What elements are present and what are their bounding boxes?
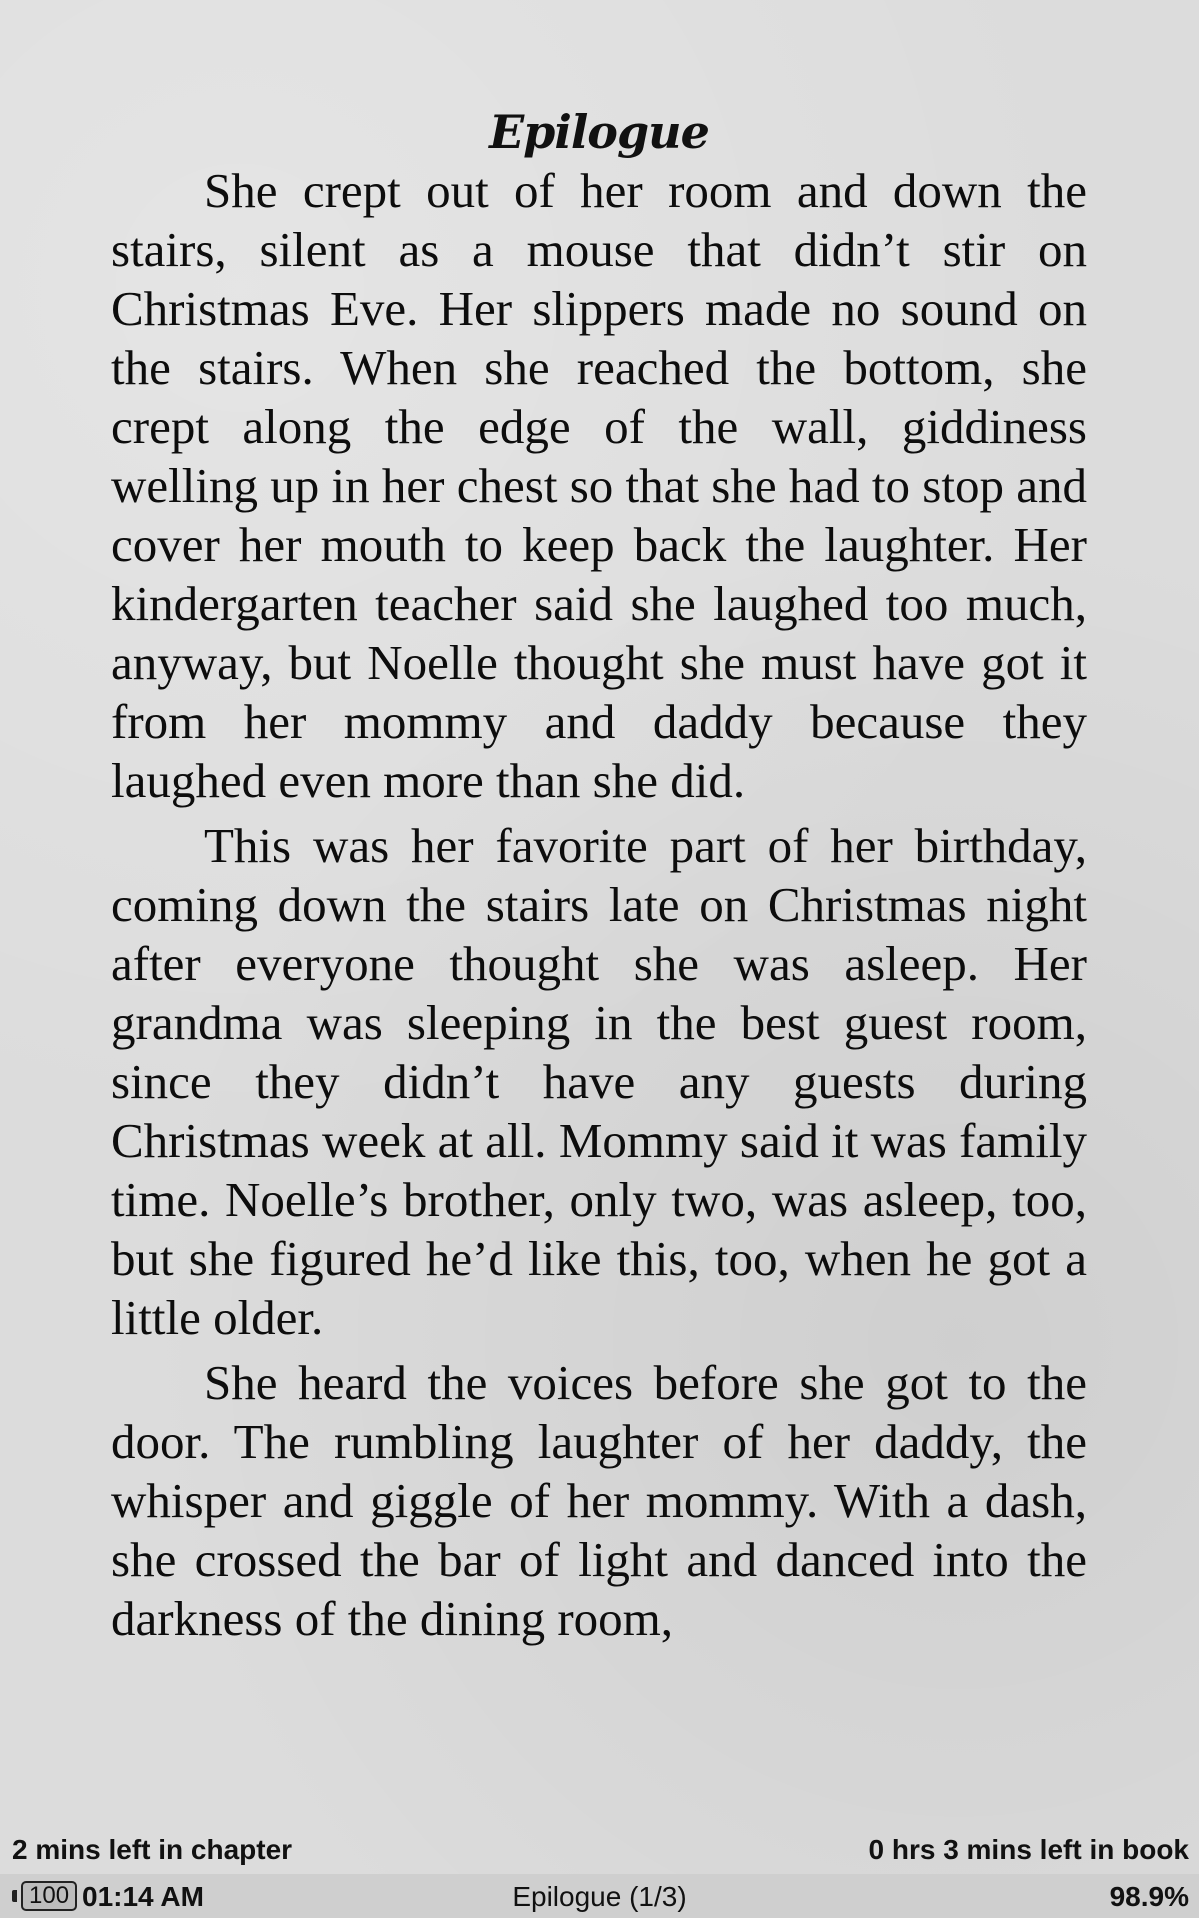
chapter-title: Epilogue	[489, 105, 709, 159]
chapter-progress[interactable]: Epilogue (1/3)	[512, 1881, 687, 1912]
battery-level: 100	[29, 1882, 70, 1909]
paragraph: She crept out of her room and down the stairs, silent as a mouse that didn’t stir on Christmas Eve. Her slippers made no sound on the stairs. When she reached the bottom, she crept along the edge of the wall, giddiness welling up in her chest so that she had to stop and cover her mouth to keep back the laughter. Her kindergarten teacher said she laughed too much, anyway, but Noelle thought she must have got it from her mommy and daddy because they laughed even more than she did.	[111, 163, 1087, 808]
book-time-left: 0 hrs 3 mins left in book	[868, 1834, 1189, 1865]
paragraph: She heard the voices before she got to the door. The rumbling laughter of her daddy, the whisper and giggle of her mommy. With a dash, she crossed the bar of light and danced into the darkness of the dining room,	[111, 1355, 1087, 1646]
chapter-time-left: 2 mins left in chapter	[12, 1834, 293, 1865]
clock: 01:14 AM	[82, 1881, 204, 1912]
status-bar	[0, 1874, 1199, 1918]
paragraph: This was her favorite part of her birthday, coming down the stairs late on Christmas night after everyone thought she was asleep. Her grandma was sleeping in the best guest room, since they didn’t have any guests during Christmas week at all. Mommy said it was family time. Noelle’s brother, only two, was asleep, too, but she figured he’d like this, too, when he got a little older.	[111, 818, 1087, 1345]
book-percent: 98.9%	[1109, 1881, 1189, 1912]
reading-time-row	[0, 1832, 1199, 1872]
page-content	[111, 95, 1087, 1654]
